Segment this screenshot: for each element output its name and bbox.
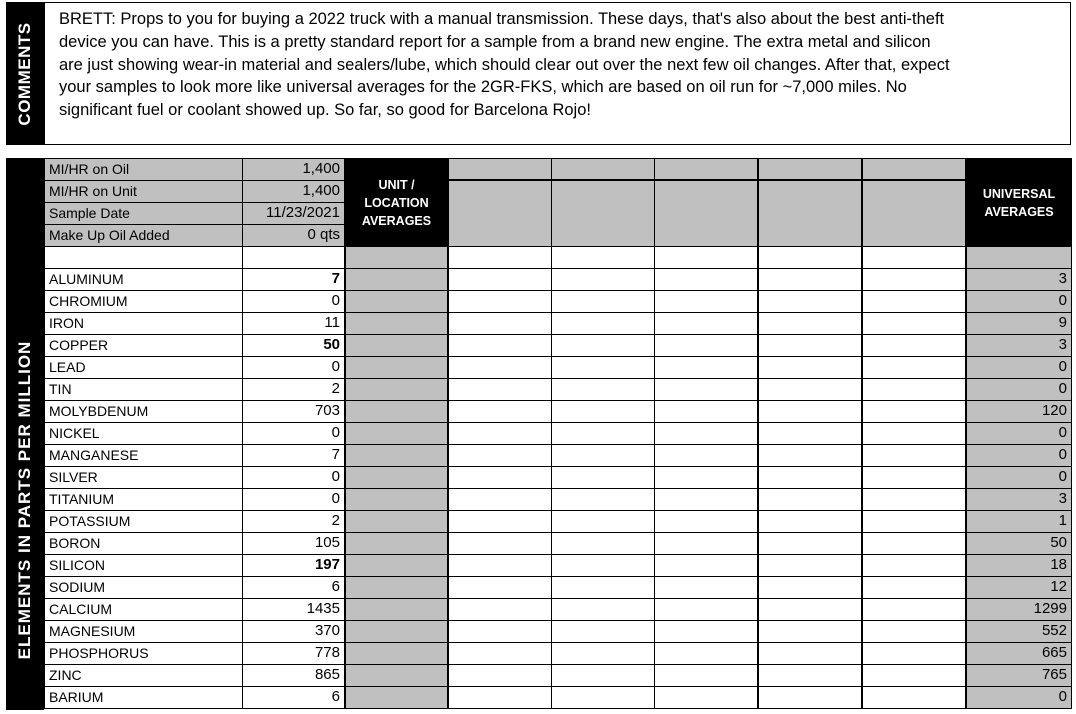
blank-cell	[448, 378, 552, 401]
blank-cell	[654, 334, 758, 357]
element-name: MANGANESE	[44, 444, 243, 467]
universal-average-value: 765	[966, 664, 1072, 687]
universal-average-value: 50	[966, 532, 1072, 555]
blank-cell	[654, 554, 758, 577]
element-value: 0	[242, 466, 345, 489]
element-name: SODIUM	[44, 576, 243, 599]
blank-cell	[862, 642, 966, 665]
blank-cell	[758, 598, 862, 621]
universal-average-value: 18	[966, 554, 1072, 577]
blank-cell	[551, 444, 655, 467]
blank-cell	[551, 686, 655, 709]
universal-average-value: 3	[966, 268, 1072, 291]
universal-average-value: 665	[966, 642, 1072, 665]
blank-cell	[862, 620, 966, 643]
blank-cell	[654, 620, 758, 643]
blank-cell	[758, 422, 862, 445]
unit-average-cell	[345, 598, 448, 621]
element-value: 7	[242, 444, 345, 467]
unit-average-cell	[345, 466, 448, 489]
blank-cell	[862, 400, 966, 423]
element-value: 197	[242, 554, 345, 577]
unit-average-cell	[345, 356, 448, 379]
blank-cell	[758, 554, 862, 577]
element-value: 778	[242, 642, 345, 665]
blank-cell	[654, 466, 758, 489]
element-value: 0	[242, 488, 345, 511]
spacer-cell	[966, 246, 1072, 269]
results-table	[44, 158, 1072, 710]
sample-info-label: MI/HR on Oil	[44, 158, 243, 181]
unit-average-cell	[345, 510, 448, 533]
blank-cell	[551, 290, 655, 313]
blank-cell	[862, 290, 966, 313]
unit-average-cell	[345, 554, 448, 577]
element-name: BORON	[44, 532, 243, 555]
header-cell	[758, 180, 862, 247]
blank-cell	[654, 268, 758, 291]
element-value: 6	[242, 576, 345, 599]
blank-cell	[654, 664, 758, 687]
header-cell	[448, 158, 552, 180]
blank-cell	[654, 290, 758, 313]
element-name: CALCIUM	[44, 598, 243, 621]
element-value: 0	[242, 356, 345, 379]
element-name: IRON	[44, 312, 243, 335]
unit-average-cell	[345, 576, 448, 599]
element-name: TITANIUM	[44, 488, 243, 511]
header-cell	[862, 180, 966, 247]
blank-cell	[654, 510, 758, 533]
spacer-cell	[242, 246, 345, 269]
blank-cell	[862, 554, 966, 577]
blank-cell	[654, 312, 758, 335]
unit-average-cell	[345, 642, 448, 665]
blank-cell	[551, 532, 655, 555]
element-value: 105	[242, 532, 345, 555]
unit-average-cell	[345, 488, 448, 511]
universal-average-value: 0	[966, 686, 1072, 709]
blank-cell	[862, 378, 966, 401]
blank-cell	[654, 532, 758, 555]
blank-cell	[448, 334, 552, 357]
spacer-cell	[448, 246, 552, 269]
blank-cell	[448, 510, 552, 533]
universal-average-value: 120	[966, 400, 1072, 423]
spacer-cell	[551, 246, 655, 269]
blank-cell	[862, 488, 966, 511]
blank-cell	[862, 312, 966, 335]
element-value: 0	[242, 422, 345, 445]
blank-cell	[448, 664, 552, 687]
element-name: ZINC	[44, 664, 243, 687]
comments-label	[6, 2, 44, 145]
universal-average-value: 552	[966, 620, 1072, 643]
element-name: SILICON	[44, 554, 243, 577]
sample-info-label: Make Up Oil Added	[44, 224, 243, 247]
blank-cell	[758, 620, 862, 643]
universal-average-value: 3	[966, 488, 1072, 511]
sample-info-label: Sample Date	[44, 202, 243, 225]
blank-cell	[448, 598, 552, 621]
header-cell	[758, 158, 862, 180]
unit-average-cell	[345, 290, 448, 313]
element-value: 50	[242, 334, 345, 357]
unit-average-cell	[345, 664, 448, 687]
element-value: 11	[242, 312, 345, 335]
blank-cell	[862, 444, 966, 467]
blank-cell	[551, 422, 655, 445]
blank-cell	[448, 642, 552, 665]
blank-cell	[654, 422, 758, 445]
sample-info-label: MI/HR on Unit	[44, 180, 243, 203]
element-name: TIN	[44, 378, 243, 401]
element-name: LEAD	[44, 356, 243, 379]
unit-average-cell	[345, 312, 448, 335]
blank-cell	[862, 598, 966, 621]
element-name: SILVER	[44, 466, 243, 489]
sample-info-value: 11/23/2021	[242, 202, 345, 225]
blank-cell	[758, 466, 862, 489]
universal-average-value: 3	[966, 334, 1072, 357]
element-name: POTASSIUM	[44, 510, 243, 533]
blank-cell	[758, 576, 862, 599]
universal-average-value: 0	[966, 422, 1072, 445]
blank-cell	[654, 356, 758, 379]
element-value: 2	[242, 510, 345, 533]
blank-cell	[758, 642, 862, 665]
blank-cell	[862, 664, 966, 687]
blank-cell	[758, 686, 862, 709]
blank-cell	[862, 422, 966, 445]
blank-cell	[448, 554, 552, 577]
element-name: MOLYBDENUM	[44, 400, 243, 423]
unit-averages-header: UNIT / LOCATION AVERAGES	[345, 158, 448, 247]
blank-cell	[448, 576, 552, 599]
element-value: 865	[242, 664, 345, 687]
blank-cell	[654, 598, 758, 621]
blank-cell	[448, 290, 552, 313]
blank-cell	[551, 268, 655, 291]
header-cell	[551, 158, 655, 180]
blank-cell	[448, 620, 552, 643]
universal-average-value: 0	[966, 466, 1072, 489]
element-value: 1435	[242, 598, 345, 621]
universal-average-value: 9	[966, 312, 1072, 335]
blank-cell	[551, 378, 655, 401]
unit-average-cell	[345, 686, 448, 709]
comments-box	[44, 2, 1071, 145]
spacer-cell	[345, 246, 448, 269]
blank-cell	[551, 312, 655, 335]
unit-average-cell	[345, 378, 448, 401]
universal-average-value: 1	[966, 510, 1072, 533]
blank-cell	[448, 466, 552, 489]
element-value: 0	[242, 290, 345, 313]
blank-cell	[862, 686, 966, 709]
sample-info-value: 1,400	[242, 158, 345, 181]
blank-cell	[758, 510, 862, 533]
blank-cell	[654, 444, 758, 467]
element-name: COPPER	[44, 334, 243, 357]
blank-cell	[758, 488, 862, 511]
blank-cell	[654, 488, 758, 511]
universal-averages-header: UNIVERSAL AVERAGES	[966, 158, 1072, 247]
unit-average-cell	[345, 620, 448, 643]
universal-average-value: 0	[966, 290, 1072, 313]
element-name: BARIUM	[44, 686, 243, 709]
unit-average-cell	[345, 400, 448, 423]
blank-cell	[758, 664, 862, 687]
blank-cell	[448, 444, 552, 467]
blank-cell	[551, 576, 655, 599]
blank-cell	[551, 488, 655, 511]
blank-cell	[862, 532, 966, 555]
blank-cell	[654, 378, 758, 401]
universal-average-value: 0	[966, 356, 1072, 379]
blank-cell	[862, 334, 966, 357]
blank-cell	[551, 334, 655, 357]
header-cell	[862, 158, 966, 180]
unit-average-cell	[345, 422, 448, 445]
blank-cell	[758, 268, 862, 291]
blank-cell	[654, 400, 758, 423]
spacer-cell	[44, 246, 243, 269]
blank-cell	[654, 642, 758, 665]
blank-cell	[758, 334, 862, 357]
blank-cell	[448, 268, 552, 291]
element-value: 2	[242, 378, 345, 401]
unit-average-cell	[345, 334, 448, 357]
blank-cell	[448, 312, 552, 335]
element-value: 370	[242, 620, 345, 643]
blank-cell	[862, 466, 966, 489]
blank-cell	[862, 510, 966, 533]
blank-cell	[758, 290, 862, 313]
universal-average-value: 1299	[966, 598, 1072, 621]
blank-cell	[551, 466, 655, 489]
header-cell	[551, 180, 655, 247]
blank-cell	[654, 576, 758, 599]
blank-cell	[448, 400, 552, 423]
blank-cell	[551, 642, 655, 665]
blank-cell	[551, 554, 655, 577]
blank-cell	[758, 312, 862, 335]
blank-cell	[448, 356, 552, 379]
element-value: 703	[242, 400, 345, 423]
spacer-cell	[862, 246, 966, 269]
blank-cell	[654, 686, 758, 709]
universal-average-value: 0	[966, 378, 1072, 401]
universal-average-value: 0	[966, 444, 1072, 467]
unit-average-cell	[345, 444, 448, 467]
blank-cell	[551, 620, 655, 643]
comments-text: BRETT: Props to you for buying a 2022 truck with a manual transmission. These days, that's also about the best anti-theft device you can have. This is a pretty standard report for a sample from a brand new engine. The extra metal and silicon are just showing wear-in material and sealers/lube, which should clear out over the next few oil changes. After that, expect your samples to look more like universal averages for the 2GR-FKS, which are based on oil run for ~7,000 miles. No significant fuel or coolant showed up. So far, so good for Barcelona Rojo!	[59, 10, 950, 120]
header-cell	[654, 180, 758, 247]
blank-cell	[551, 356, 655, 379]
element-name: MAGNESIUM	[44, 620, 243, 643]
comments-label-text: COMMENTS	[15, 21, 34, 126]
element-name: NICKEL	[44, 422, 243, 445]
blank-cell	[551, 598, 655, 621]
spacer-cell	[758, 246, 862, 269]
blank-cell	[448, 532, 552, 555]
sample-info-value: 1,400	[242, 180, 345, 203]
element-value: 7	[242, 268, 345, 291]
element-name: CHROMIUM	[44, 290, 243, 313]
element-name: ALUMINUM	[44, 268, 243, 291]
blank-cell	[758, 356, 862, 379]
blank-cell	[551, 400, 655, 423]
header-cell	[654, 158, 758, 180]
blank-cell	[758, 400, 862, 423]
blank-cell	[448, 488, 552, 511]
sample-info-value: 0 qts	[242, 224, 345, 247]
blank-cell	[758, 378, 862, 401]
elements-label-text: ELEMENTS IN PARTS PER MILLION	[15, 340, 34, 660]
header-cell	[448, 180, 552, 247]
unit-average-cell	[345, 532, 448, 555]
unit-average-cell	[345, 268, 448, 291]
blank-cell	[862, 356, 966, 379]
element-name: PHOSPHORUS	[44, 642, 243, 665]
universal-average-value: 12	[966, 576, 1072, 599]
blank-cell	[862, 268, 966, 291]
blank-cell	[862, 576, 966, 599]
elements-label	[6, 158, 44, 710]
blank-cell	[551, 664, 655, 687]
blank-cell	[758, 444, 862, 467]
blank-cell	[448, 686, 552, 709]
spacer-cell	[654, 246, 758, 269]
blank-cell	[551, 510, 655, 533]
blank-cell	[758, 532, 862, 555]
element-value: 6	[242, 686, 345, 709]
blank-cell	[448, 422, 552, 445]
